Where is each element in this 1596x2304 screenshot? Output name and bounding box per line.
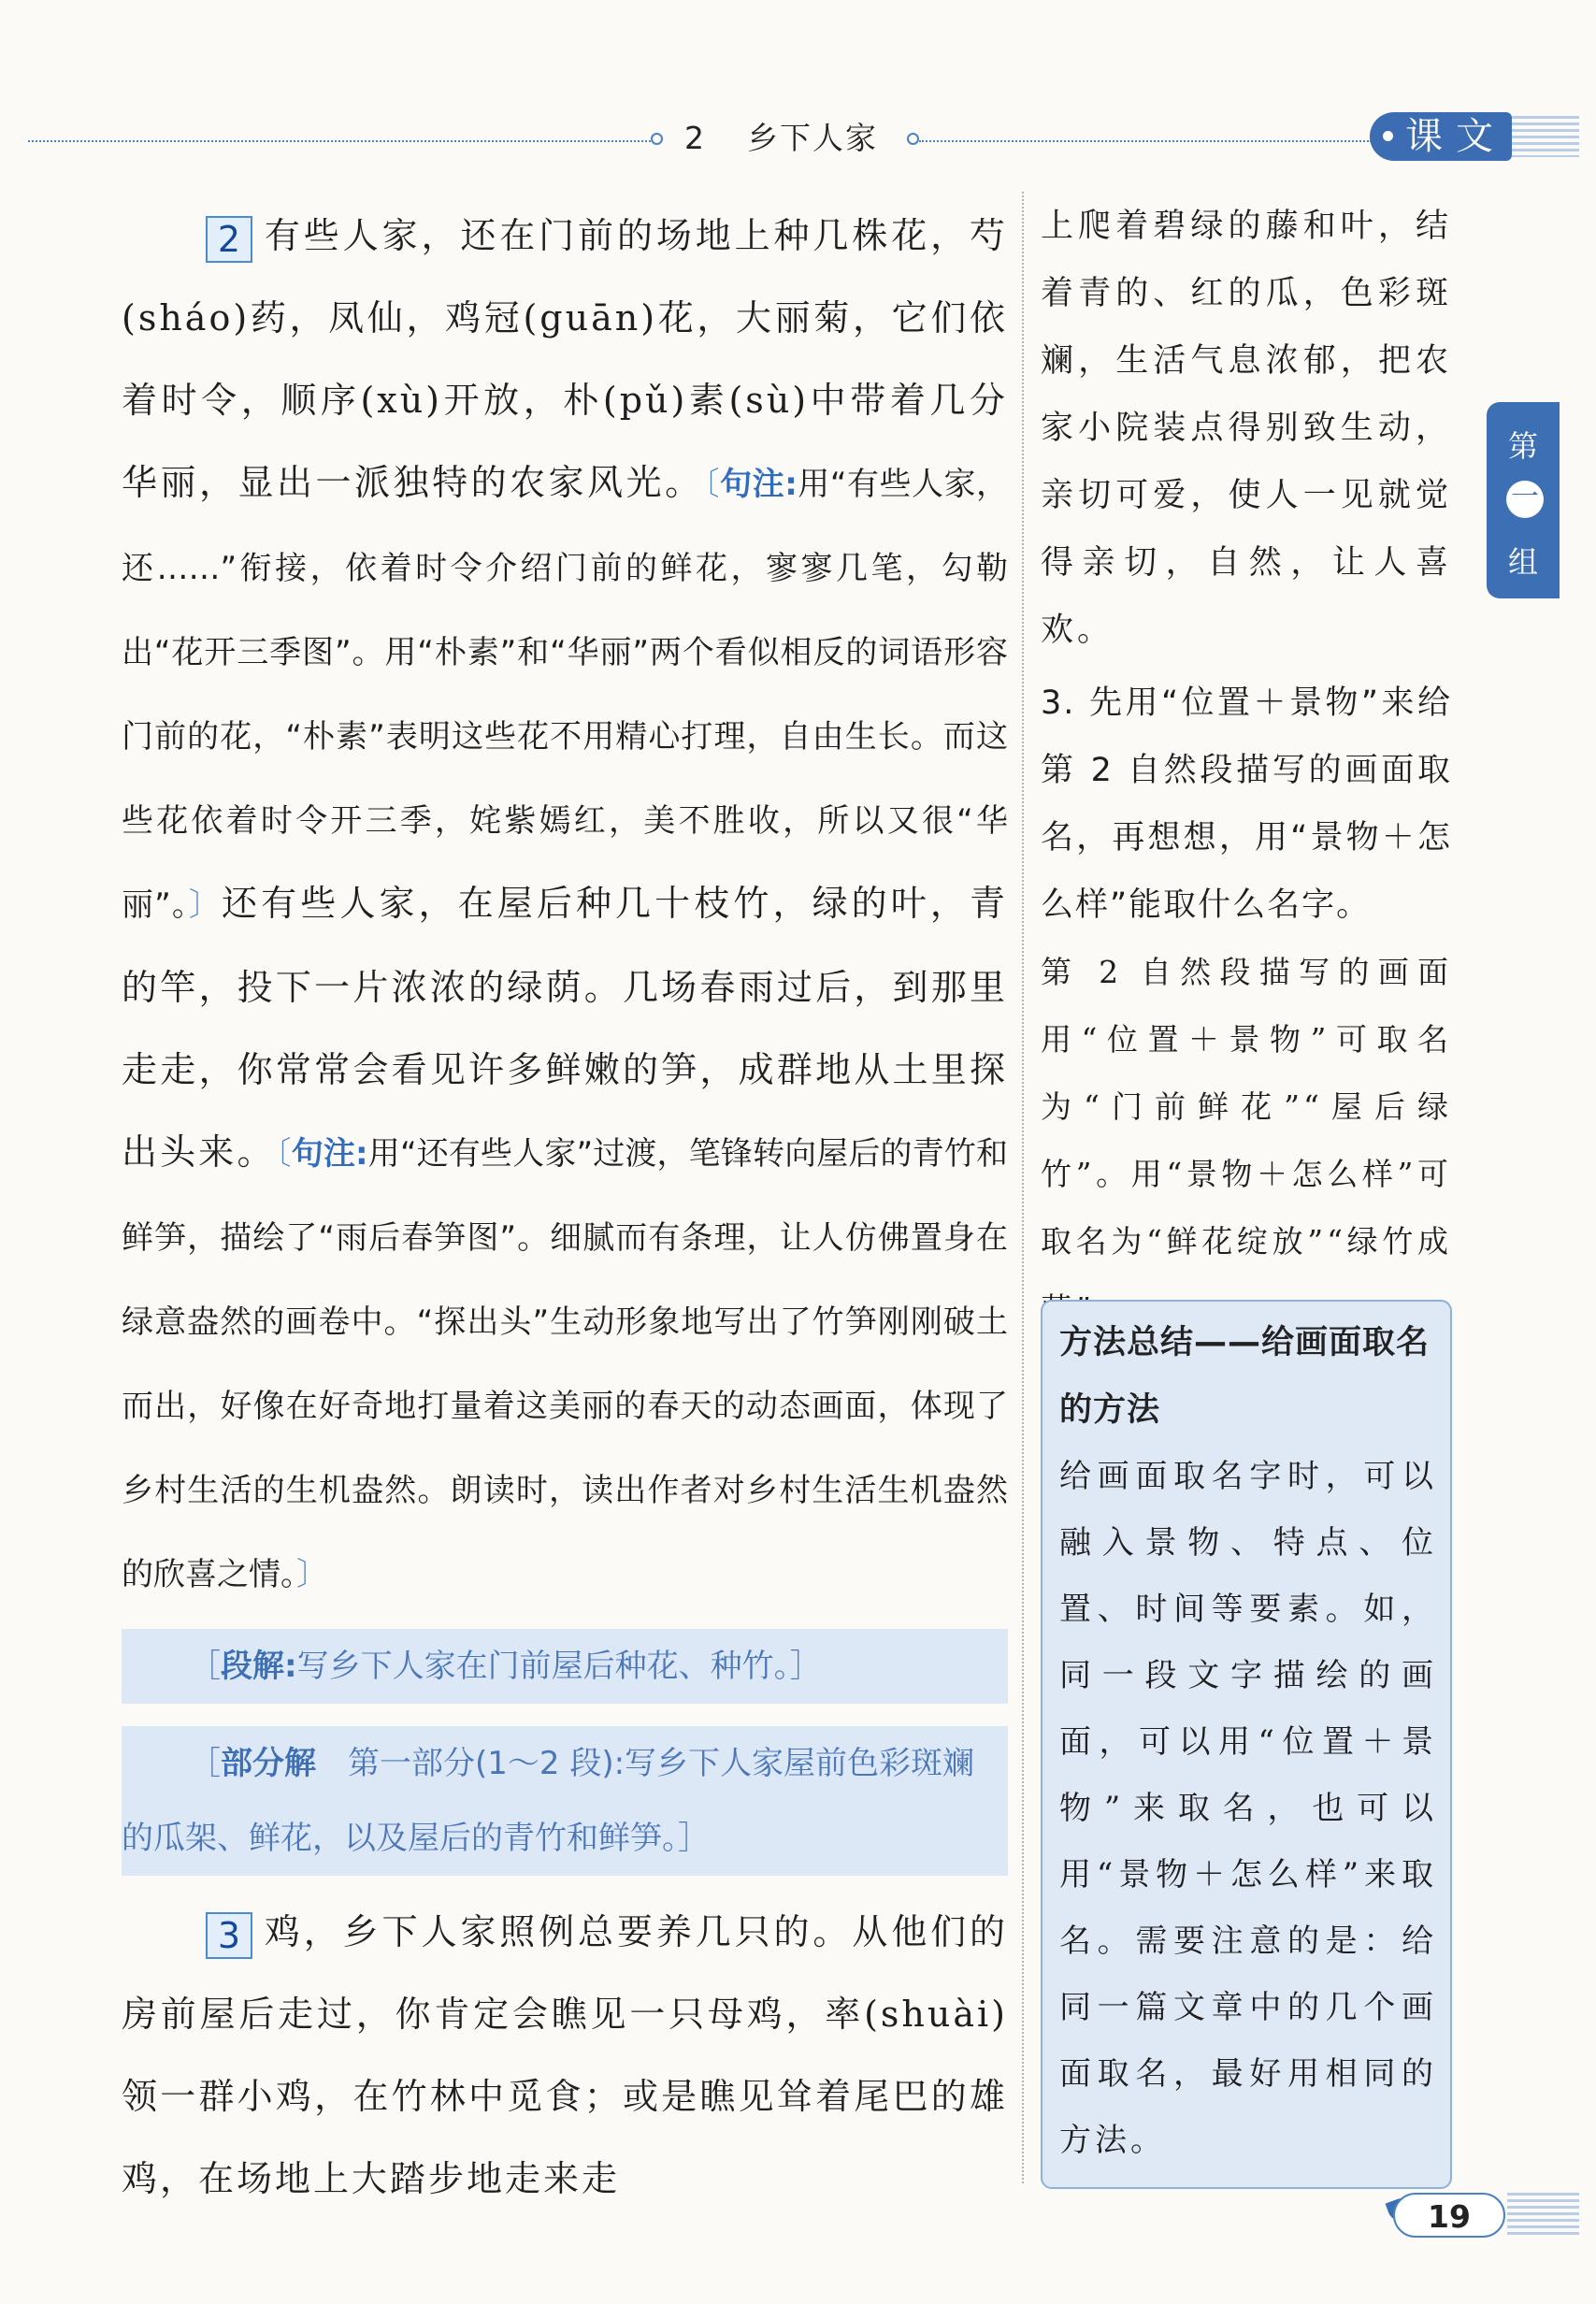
footer-stripes: [1507, 2193, 1579, 2236]
lesson-title-text: 乡下人家: [747, 120, 878, 156]
section-badge: 课文: [1370, 112, 1512, 161]
method-summary-body: 给画面取名字时，可以融入景物、特点、位置、时间等要素。如，同一段文字描绘的画面，可以用“位置＋景物”来取名，也可以用“景物＋怎么样”来取名。需要注意的是：给同一篇文章中的几个画面取名，最好用相同的方法。: [1059, 1458, 1437, 2159]
sentence-note-1-label: 句注:: [720, 466, 798, 503]
paragraph-analysis-text: 写乡下人家在门前屋后种花、种竹。: [296, 1648, 790, 1685]
column-divider: [1022, 192, 1024, 2183]
header-dot-right: [907, 133, 919, 145]
sentence-note-2-label: 句注:: [291, 1135, 368, 1173]
header-dot-left: [651, 133, 663, 145]
paragraph-2: [122, 194, 1008, 1616]
part-analysis-box: ［部分解 第一部分(1～2 段):写乡下人家屋前色彩斑斓的瓜架、鲜花，以及屋后的青竹和鲜笋。］: [122, 1726, 1008, 1876]
answer-continued: 上爬着碧绿的藤和叶，结着青的、红的瓜，色彩斑斓，生活气息浓郁，把农家小院装点得别致生动，亲切可爱，使人一见就觉得亲切，自然，让人喜欢。: [1041, 208, 1452, 649]
side-tab-line1: 第: [1507, 428, 1538, 464]
paragraph-2-text-a: 有些人家，还在门前的场地上种几株花，芍(sháo)药，凤仙，鸡冠(guān)花，大丽菊，它们依着时令，顺序(xù)开放，朴(pǔ)素(sù)中带着几分华丽，显出一派独特的农家风光。: [122, 215, 1008, 503]
paragraph-2-text-b: 还有些人家，在屋后种几十枝竹，绿的叶，青的竿，投下一片浓浓的绿荫。几场春雨过后，到那里走走，你常常会看见许多鲜嫩的笋，成群地从土里探出头来。: [122, 883, 1008, 1173]
header-stripes: [1512, 116, 1579, 157]
paragraph-3-text: 鸡，乡下人家照例总要养几只的。从他们的房前屋后走过，你肯定会瞧见一只母鸡，率(shuài)领一群小鸡，在竹林中觅食；或是瞧见耸着尾巴的雄鸡，在场地上大踏步地走来走: [122, 1911, 1008, 2199]
sentence-note-1-text: 用“有些人家，还……”衔接，依着时令介绍门前的鲜花，寥寥几笔，勾勒出“花开三季图”。用“朴素”和“华丽”两个看似相反的词语形容门前的花，“朴素”表明这些花不用精心打理，自由生长。而这些花依着时令开三季，姹紫嫣红，美不胜收，所以又很“华丽”。: [122, 466, 1008, 924]
sentence-note-1: 〔句注:用“有些人家，还……”衔接，依着时令介绍门前的鲜花，寥寥几笔，勾勒出“花开三季图”。用“朴素”和“华丽”两个看似相反的词语形容门前的花，“朴素”表明这些花不用精心打理，自由生长。而这些花依着时令开三季，姹紫嫣红，美不胜收，所以又很“华丽”。〕: [122, 466, 1008, 924]
paragraph-analysis-label: 段解:: [221, 1648, 297, 1685]
method-summary-title: 方法总结——给画面取名的方法: [1059, 1324, 1431, 1429]
part-analysis-label: 部分解: [221, 1745, 316, 1782]
header-rule-right: [919, 140, 1372, 142]
paragraph-number-2: 2: [206, 216, 252, 263]
side-tab-line3: 组: [1507, 544, 1538, 580]
lesson-number: 2: [684, 120, 706, 156]
side-tab-line2: 一: [1506, 481, 1544, 518]
sentence-note-2-text: 用“还有些人家”过渡，笔锋转向屋后的青竹和鲜笋，描绘了“雨后春笋图”。细腻而有条理，让人仿佛置身在绿意盎然的画卷中。“探出头”生动形象地写出了竹笋刚刚破土而出，好像在好奇地打量着这美丽的春天的动态画面，体现了乡村生活的生机盎然。朗读时，读出作者对乡村生活生机盎然的欣喜之情。: [122, 1135, 1008, 1593]
method-summary-box: [1041, 1300, 1452, 2189]
answer-3: 第 2 自然段描写的画面用“位置＋景物”可取名为“门前鲜花”“屋后绿竹”。用“景物＋怎么样”可取名为“鲜花绽放”“绿竹成: [1041, 954, 1452, 1260]
main-column: [122, 194, 1008, 2220]
question-3: 3. 先用“位置＋景物”来给第 2 自然段描写的画面取名，再想想，用“景物＋怎么样”能取什么名字。: [1041, 684, 1452, 924]
part-analysis-text: 第一部分(1～2 段):写乡下人家屋前色彩斑斓的瓜架、鲜花，以及屋后的青竹和鲜笋。: [122, 1745, 975, 1857]
paragraph-3: [122, 1876, 1008, 2220]
paragraph-analysis-box: ［段解:写乡下人家在门前屋后种花、种竹。］: [122, 1629, 1008, 1704]
header-rule-left: [28, 140, 654, 142]
right-column: [1041, 193, 1452, 1343]
page-number: 19: [1393, 2193, 1505, 2238]
lesson-title: [684, 114, 878, 158]
unit-side-tab: [1487, 402, 1560, 598]
paragraph-number-3: 3: [206, 1912, 252, 1959]
sentence-note-2: 〔句注:用“还有些人家”过渡，笔锋转向屋后的青竹和鲜笋，描绘了“雨后春笋图”。细腻而有条理，让人仿佛置身在绿意盎然的画卷中。“探出头”生动形象地写出了竹笋刚刚破土而出，好像在好奇地打量着这美丽的春天的动态画面，体现了乡村生活的生机盎然。朗读时，读出作者对乡村生活生机盎然的欣喜之情。〕: [122, 1135, 1008, 1593]
